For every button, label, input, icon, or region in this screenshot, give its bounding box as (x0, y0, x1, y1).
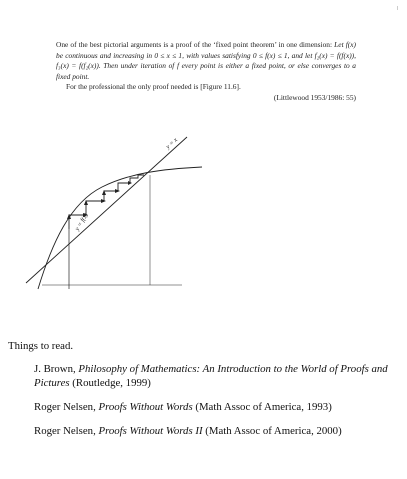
reference-author: J. Brown, (34, 363, 79, 375)
things-to-read-heading: Things to read. (8, 340, 74, 352)
cobweb-diagram (22, 133, 232, 291)
excerpt-intro: One of the best pictorial arguments is a proof of the ‘fixed point theorem’ in one dimension: (56, 40, 335, 49)
fixed-point-figure (22, 133, 232, 291)
excerpt-theorem-statement: Let f(x) be continuous and increasing in 0 ≤ x ≤ 1, with values satisfying 0 ≤ f(x) ≤ 1, and let f₂(x) = f(f(x)), f₃(x) = f(f₂(x)). Then under iteration of f every point is either a fixed point, or else converges to a fixed point. (56, 40, 356, 81)
function-curve-label: y = f(x) (73, 212, 90, 233)
reference-author: Roger Nelsen, (34, 425, 99, 437)
arrow-right-2 (101, 199, 106, 203)
reference-details: (Math Assoc of America, 1993) (192, 401, 332, 413)
quoted-excerpt (56, 40, 356, 104)
reading-list-item-brown (34, 362, 400, 390)
function-curve (38, 167, 202, 289)
reference-details: (Math Assoc of America, 2000) (202, 425, 342, 437)
excerpt-paragraph-2: For the professional the only proof needed is [Figure 11.6]. (66, 82, 241, 92)
identity-line-label: y = x (164, 136, 180, 151)
reference-title: Philosophy of Mathematics: An Introduction to the World of Proofs and Pictures (34, 363, 388, 389)
reference-author: Roger Nelsen, (34, 401, 99, 413)
reference-title: Proofs Without Words (98, 401, 193, 413)
reference-title: Proofs Without Words II (98, 425, 203, 437)
excerpt-paragraph-1 (56, 40, 356, 82)
reference-details: (Routledge, 1999) (69, 377, 151, 389)
identity-line (26, 137, 187, 283)
arrow-right-3 (115, 189, 120, 193)
reading-list-item-nelsen-1 (34, 400, 400, 414)
reading-list (34, 362, 400, 448)
reading-list-item-nelsen-2 (34, 424, 400, 438)
excerpt-citation: (Littlewood 1953/1986: 55) (273, 92, 356, 102)
scan-edge-mark (397, 6, 398, 10)
